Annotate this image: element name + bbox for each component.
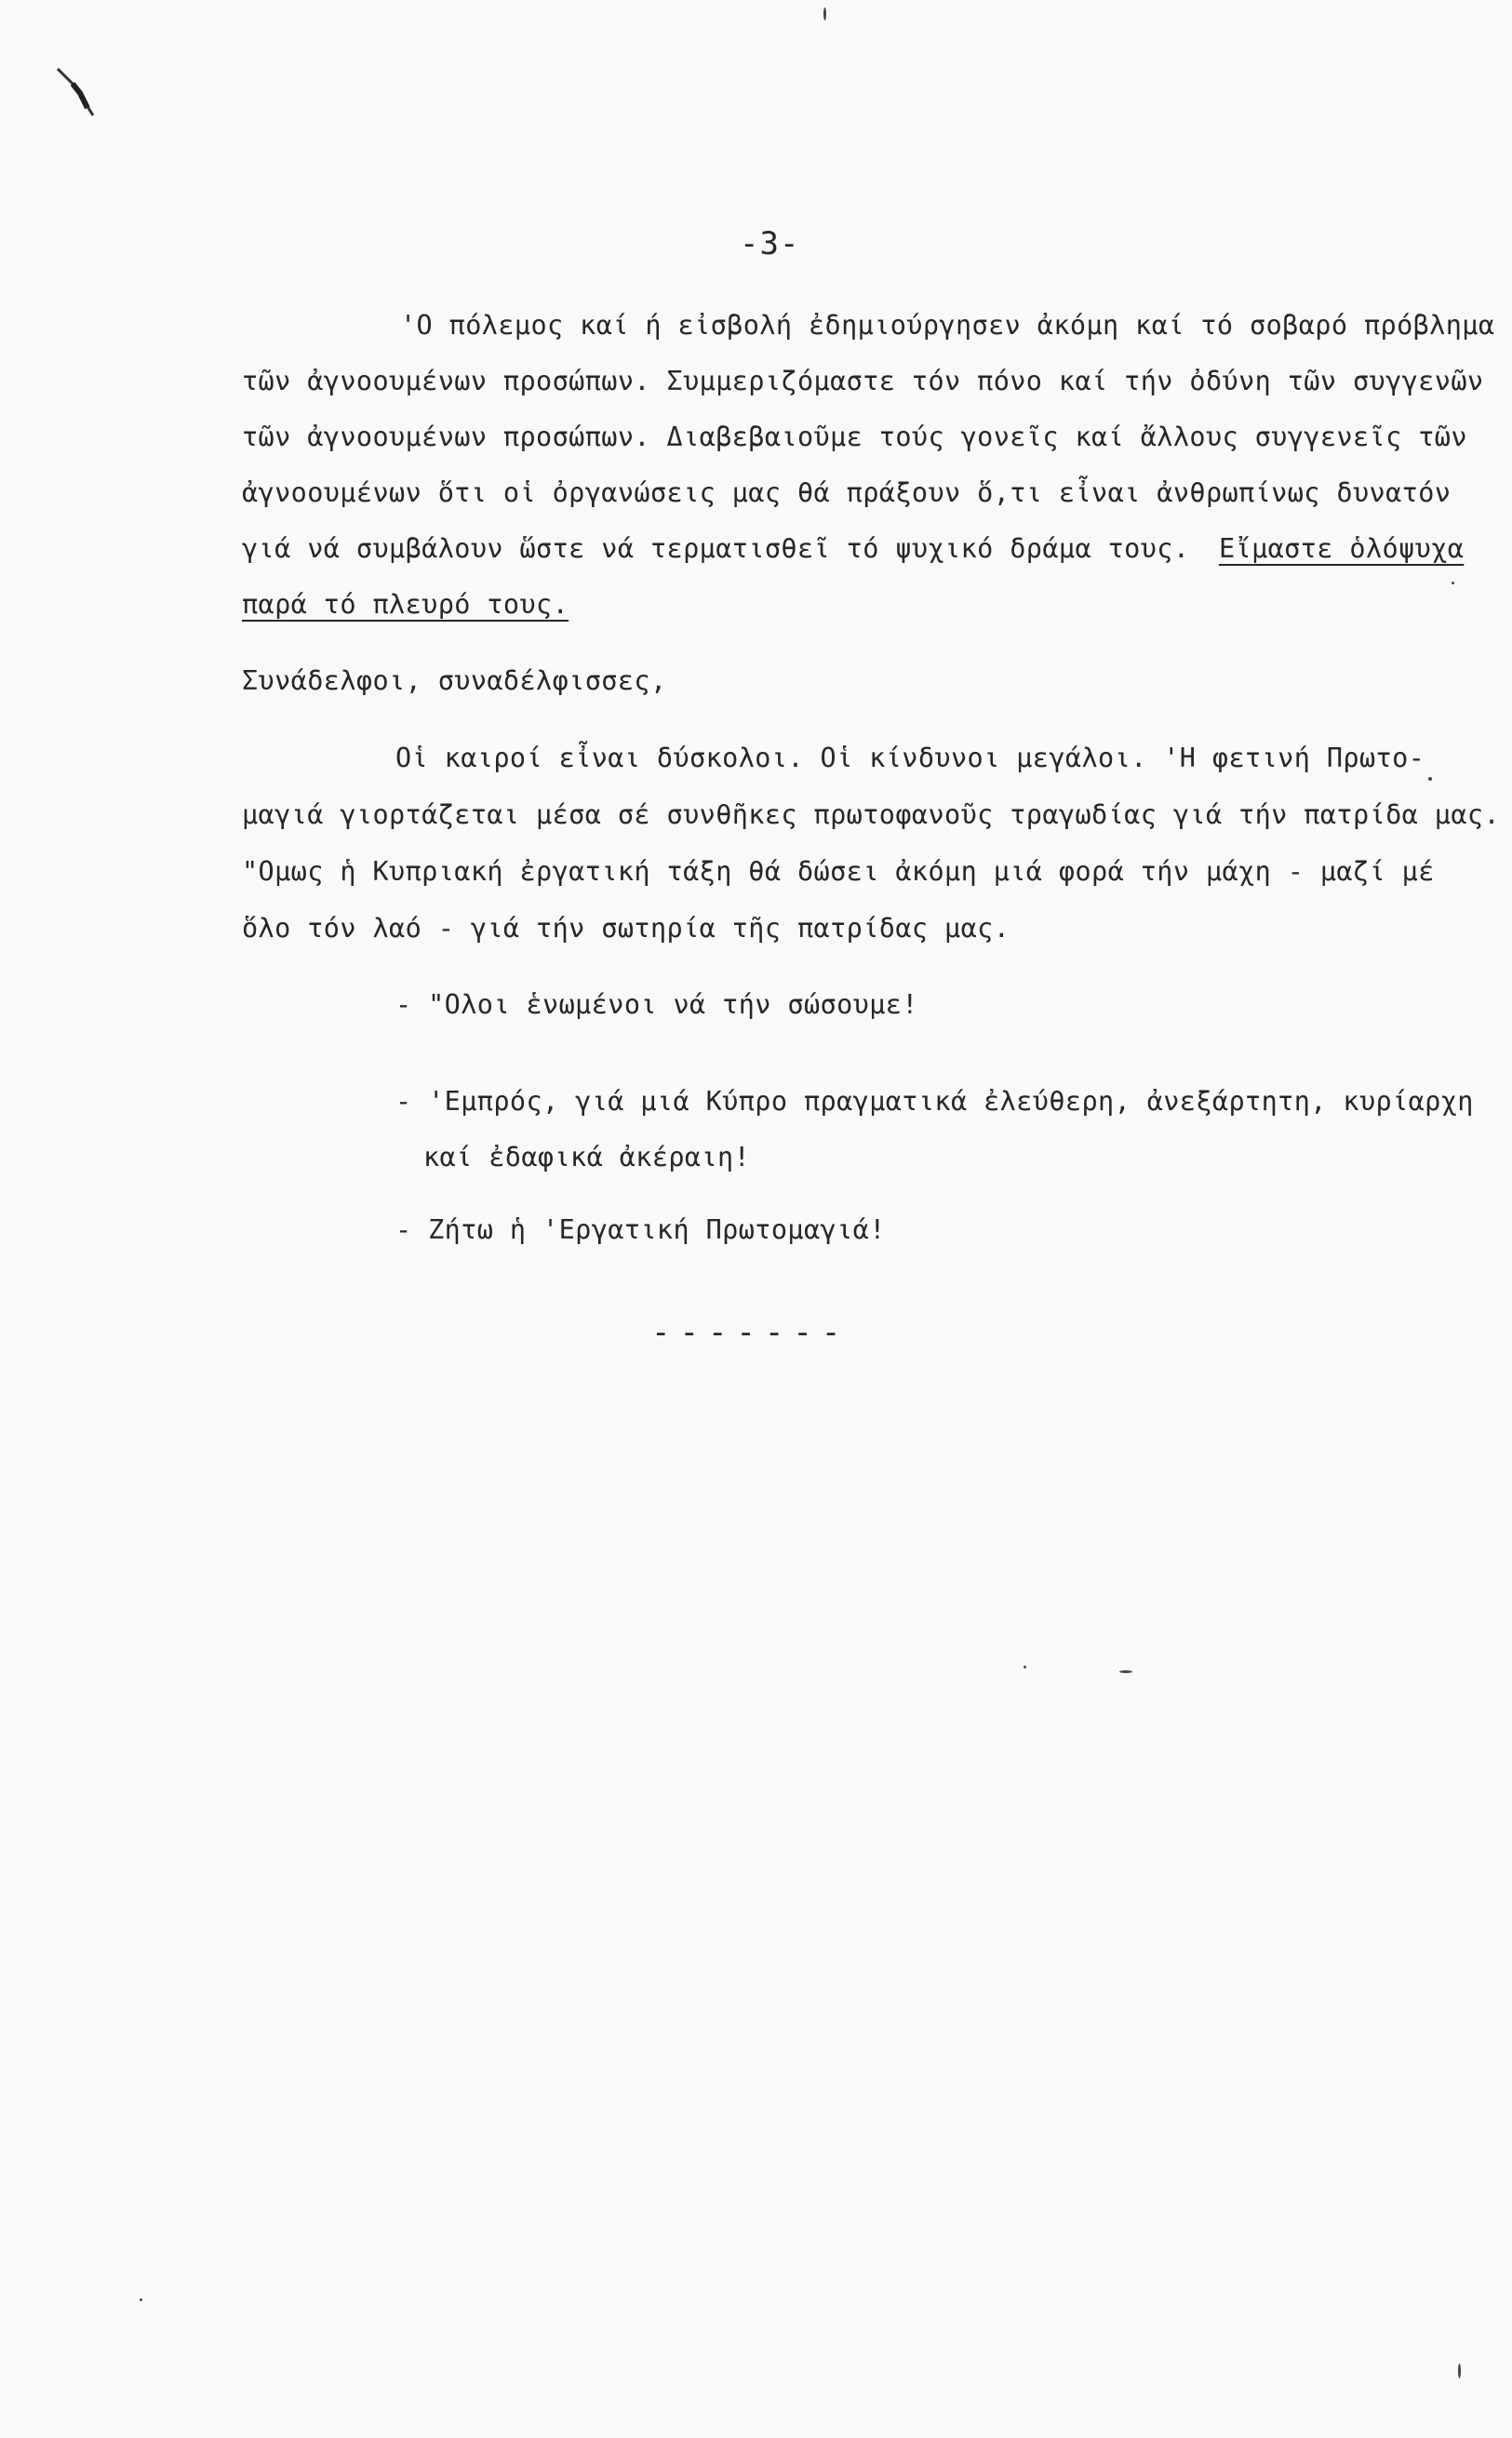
paragraph2-line-2: μαγιά γιορτάζεται μέσα σέ συνθῆκες πρωτοφανοῦς τραγωδίας γιά τήν πατρίδα μας. — [242, 799, 1500, 830]
scan-speck — [140, 2298, 142, 2301]
paragraph1-line-4: ἀγνοουμένων ὅτι οἱ ὀργανώσεις μας θά πράξουν ὅ,τι εἶναι ἀνθρωπίνως δυνατόν — [242, 477, 1452, 508]
slogan-3: - Ζήτω ἡ 'Εργατική Πρωτομαγιά! — [395, 1214, 886, 1245]
scan-speck — [823, 7, 826, 20]
page-number: -3- — [740, 225, 800, 262]
scan-speck — [1428, 777, 1432, 781]
paragraph1-line-1: 'Ο πόλεμος καί ή εἰσβολή ἐδημιούργησεν ἀκόμη καί τό σοβαρό πρόβλημα — [400, 310, 1495, 341]
salutation: Συνάδελφοι, συναδέλφισσες, — [242, 665, 667, 696]
paragraph2-line-4: ὅλο τόν λαό - γιά τήν σωτηρία τῆς πατρίδας μας. — [242, 913, 1010, 944]
paragraph1-line-2: τῶν ἀγνοουμένων προσώπων. Συμμεριζόμαστε τόν πόνο καί τήν ὀδύνη τῶν συγγενῶν — [242, 366, 1484, 396]
closing-separator: ------- — [651, 1314, 850, 1351]
paragraph2-line-1: Οἱ καιροί εἶναι δύσκολοι. Οἱ κίνδυνοι μεγάλοι. 'Η φετινή Πρωτο- — [395, 743, 1425, 773]
underlined-sentence-part-1: Εἴμαστε ὁλόψυχα — [1218, 533, 1465, 564]
slogan-2: - 'Εμπρός, γιά μιά Κύπρο πραγματικά ἐλεύθερη, ἀνεξάρτητη, κυρίαρχη — [395, 1086, 1474, 1117]
paragraph1-line-5 — [242, 530, 1464, 568]
paragraph2-line-3: "Ομως ἡ Κυπριακή ἐργατική τάξη θά δώσει ἀκόμη μιά φορά τήν μάχη - μαζί μέ — [242, 856, 1435, 887]
paragraph1-line-5-text: γιά νά συμβάλουν ὥστε νά τερματισθεῖ τό ψυχικό δράμα τους. — [242, 533, 1190, 564]
scan-artifact-mark — [56, 65, 97, 121]
underlined-sentence-part-2: παρά τό πλευρό τους. — [242, 589, 569, 620]
scan-speck — [1458, 2364, 1461, 2378]
paragraph1-line-3: τῶν ἀγνοουμένων προσώπων. Διαβεβαιοῦμε τούς γονεῖς καί ἄλλους συγγενεῖς τῶν — [242, 422, 1467, 452]
slogan-1: - "Ολοι ἑνωμένοι νά τήν σώσουμε! — [395, 989, 918, 1020]
scan-speck — [1024, 1666, 1026, 1668]
scan-speck — [1452, 582, 1454, 584]
slogan-2-continuation: καί ἐδαφικά ἀκέραιη! — [423, 1142, 751, 1172]
scan-speck — [1119, 1670, 1132, 1673]
